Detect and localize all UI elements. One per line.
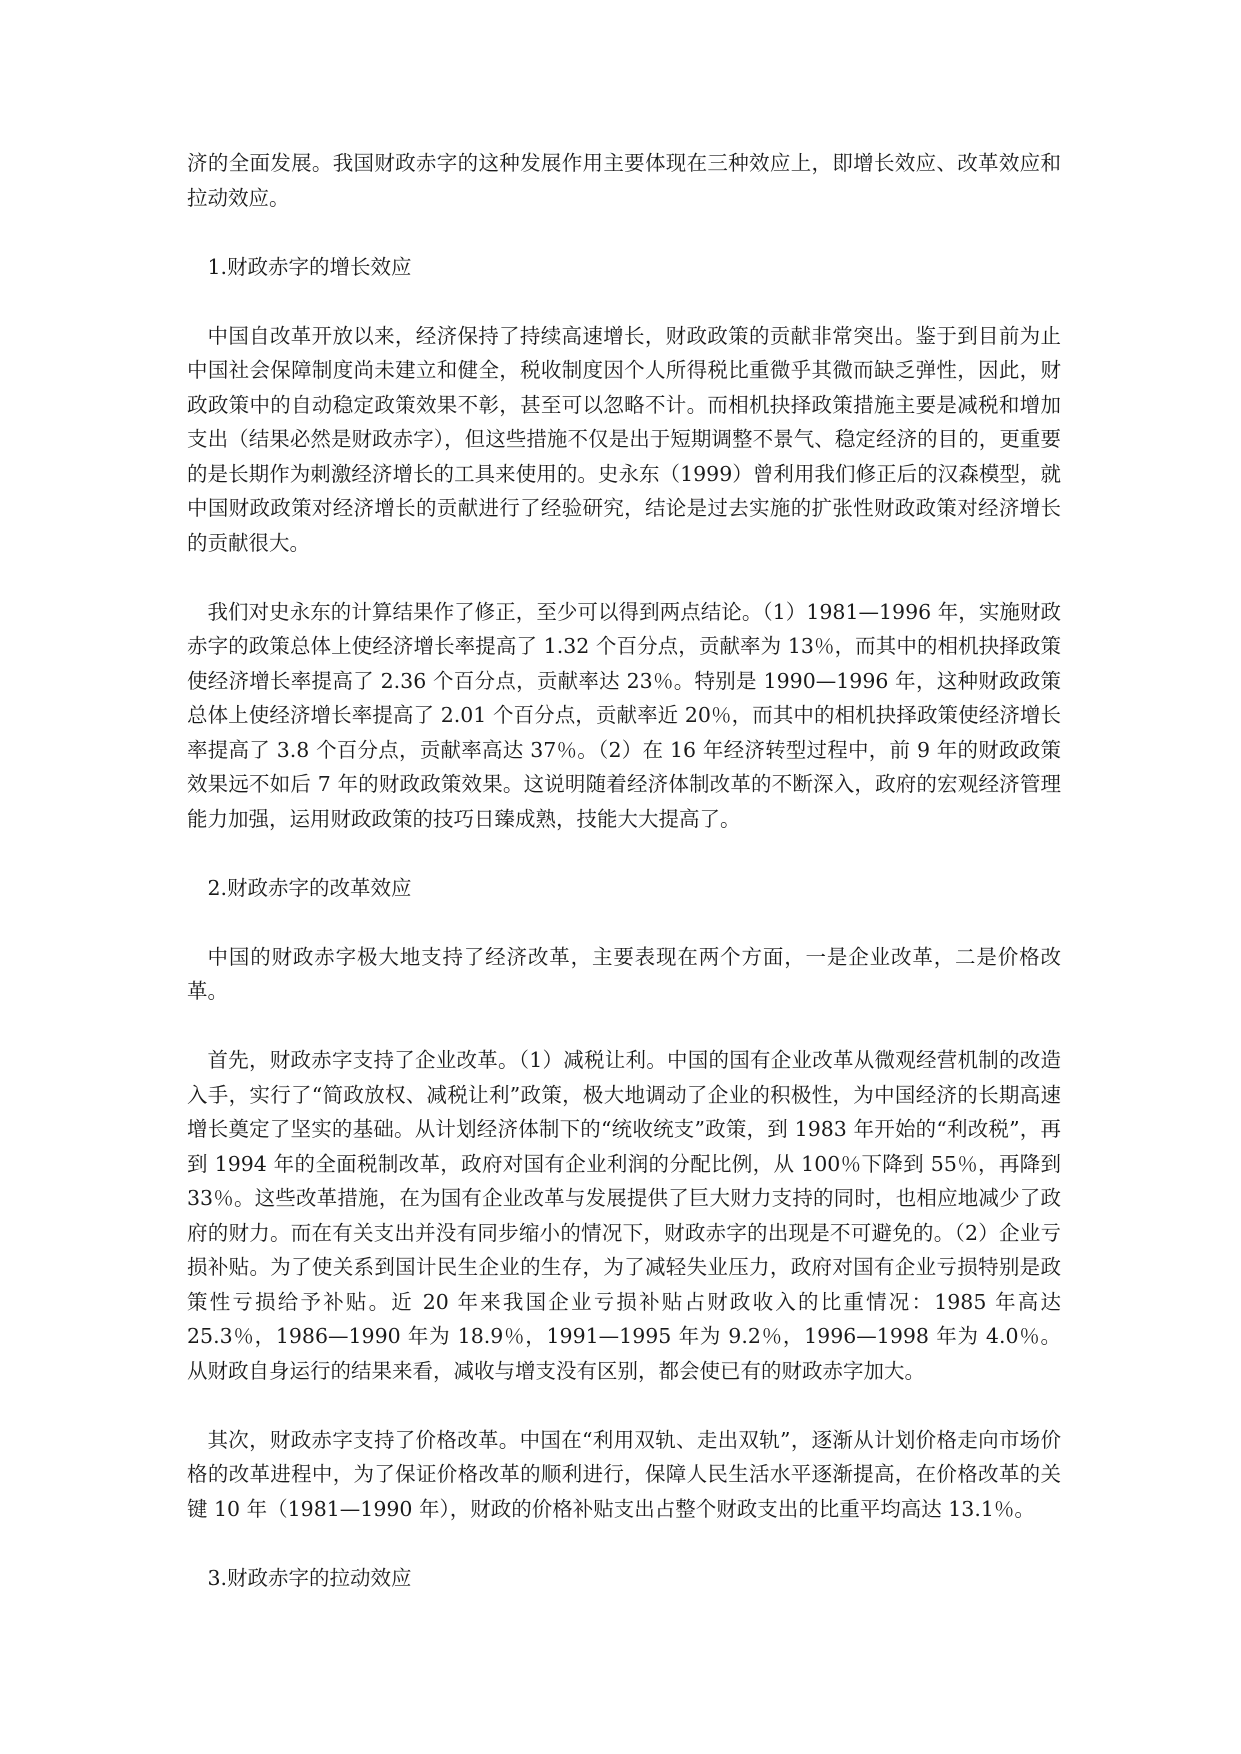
growth-effect-paragraph-1: 中国自改革开放以来，经济保持了持续高速增长，财政政策的贡献非常突出。鉴于到目前为止中国社会保障制度尚未建立和健全，税收制度因个人所得税比重微乎其微而缺乏弹性，因此，财政政策中的自动稳定政策效果不彰，甚至可以忽略不计。而相机抉择政策措施主要是减税和增加支出（结果必然是财政赤字），但这些措施不仅是出于短期调整不景气、稳定经济的目的，更重要的是长期作为刺激经济增长的工具来使用的。史永东（1999）曾利用我们修正后的汉森模型，就中国财政政策对经济增长的贡献进行了经验研究，结论是过去实施的扩张性财政政策对经济增长的贡献很大。 (187, 323, 1061, 555)
section-heading-growth-effect: 1.财政赤字的增长效应 (207, 254, 412, 279)
section-heading-reform-effect: 2.财政赤字的改革效应 (207, 875, 412, 900)
intro-paragraph: 济的全面发展。我国财政赤字的这种发展作用主要体现在三种效应上，即增长效应、改革效应和拉动效应。 (187, 151, 1061, 210)
growth-effect-paragraph-2: 我们对史永东的计算结果作了修正，至少可以得到两点结论。（1）1981—1996 年，实施财政赤字的政策总体上使经济增长率提高了 1.32 个百分点，贡献率为 13％，而其中的相机抉择政策使经济增长率提高了 2.36 个百分点，贡献率达 23％。特别是 1990—1996 年，这种财政政策总体上使经济增长率提高了 2.01 个百分点，贡献率近 20％，而其中的相机抉择政策使经济增长率提高了 3.8 个百分点，贡献率高达 37％。（2）在 16 年经济转型过程中，前 9 年的财政政策效果远不如后 7 年的财政政策效果。这说明随着经济体制改革的不断深入，政府的宏观经济管理能力加强，运用财政政策的技巧日臻成熟，技能大大提高了。 (187, 599, 1061, 831)
reform-effect-paragraph-3: 其次，财政赤字支持了价格改革。中国在“利用双轨、走出双轨”，逐渐从计划价格走向市场价格的改革进程中，为了保证价格改革的顺利进行，保障人民生活水平逐渐提高，在价格改革的关键 10 年（1981—1990 年），财政的价格补贴支出占整个财政支出的比重平均高达 13.1％。 (187, 1427, 1061, 1521)
document-page (187, 146, 1061, 1595)
reform-effect-paragraph-1: 中国的财政赤字极大地支持了经济改革，主要表现在两个方面，一是企业改革，二是价格改革。 (187, 944, 1061, 1003)
section-heading-pull-effect: 3.财政赤字的拉动效应 (207, 1565, 412, 1590)
reform-effect-paragraph-2: 首先，财政赤字支持了企业改革。（1）减税让利。中国的国有企业改革从微观经营机制的改造入手，实行了“简政放权、减税让利”政策，极大地调动了企业的积极性，为中国经济的长期高速增长奠定了坚实的基础。从计划经济体制下的“统收统支”政策，到 1983 年开始的“利改税”，再到 1994 年的全面税制改革，政府对国有企业利润的分配比例，从 100％下降到 55％，再降到 33％。这些改革措施，在为国有企业改革与发展提供了巨大财力支持的同时，也相应地减少了政府的财力。而在有关支出并没有同步缩小的情况下，财政赤字的出现是不可避免的。（2）企业亏损补贴。为了使关系到国计民生企业的生存，为了减轻失业压力，政府对国有企业亏损特别是政策性亏损给予补贴。近 20 年来我国企业亏损补贴占财政收入的比重情况：1985 年高达 25.3％，1986—1990 年为 18.9％，1991—1995 年为 9.2％，1996—1998 年为 4.0％。从财政自身运行的结果来看，减收与增支没有区别，都会使已有的财政赤字加大。 (187, 1048, 1061, 1383)
